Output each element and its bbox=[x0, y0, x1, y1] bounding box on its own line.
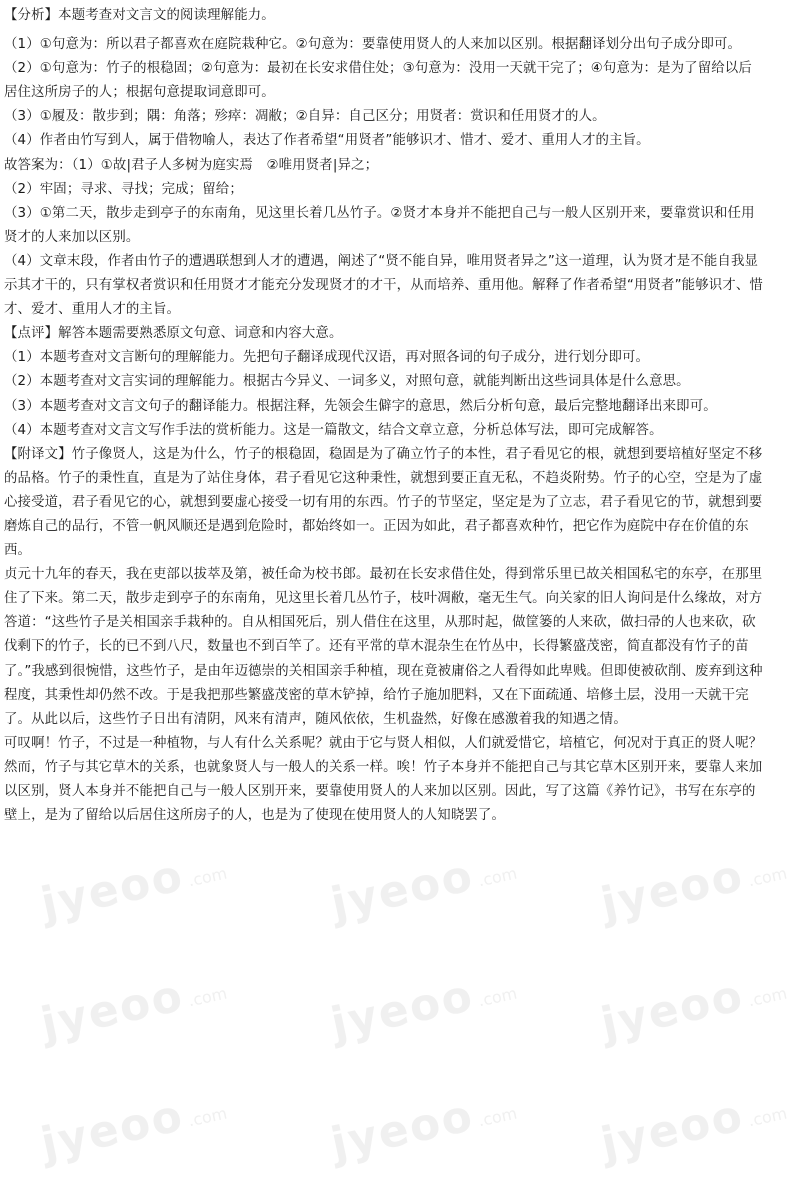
translation-section bbox=[4, 443, 764, 829]
watermark-text: jyeoo bbox=[36, 850, 189, 930]
watermark-mark bbox=[327, 1081, 521, 1170]
watermark-subtext: .com bbox=[746, 863, 789, 891]
watermark-text: jyeoo bbox=[326, 1090, 479, 1170]
watermark-subtext: .com bbox=[186, 1103, 229, 1131]
watermark-mark bbox=[597, 1081, 791, 1170]
watermark-mark bbox=[37, 961, 231, 1050]
watermark-mark bbox=[37, 1081, 231, 1170]
comment-point-3: （3）本题考查对文言文句子的翻译能力。根据注释，先领会生僻字的意思，然后分析句意，最后完整地翻译出来即可。 bbox=[4, 398, 717, 414]
watermark-subtext: .com bbox=[476, 1103, 519, 1131]
analysis-point-3: （3）①履及：散步到；隅：角落；殄瘁：凋敝；②自异：自己区分；用贤者：赏识和任用贤才的人。 bbox=[4, 109, 606, 125]
watermark-text: jyeoo bbox=[36, 970, 189, 1050]
translation-paragraph-1: 【附译文】竹子像贤人，这是为什么，竹子的根稳固，稳固是为了确立竹子的本性，君子看见它的根，就想到要培植好坚定不移的品格。竹子的秉性直，直是为了站住身体，君子看见它这种秉性，就想到要正直无私，不趋炎附势。竹子的心空，空是为了虚心接受道，君子看见它的心，就想到要虚心接受一切有用的东西。竹子的节坚定，坚定是为了立志，君子看见它的节，就想到要磨炼自己的品行，不管一帆风顺还是遇到危险时，都始终如一。正因为如此，君子都喜欢种竹，把它作为庭院中存在价值的东西。 bbox=[4, 446, 763, 559]
watermark-mark bbox=[37, 841, 231, 930]
watermark-subtext: .com bbox=[476, 863, 519, 891]
comment-section bbox=[4, 322, 764, 442]
watermark-text: jyeoo bbox=[36, 1090, 189, 1170]
watermark-text: jyeoo bbox=[326, 970, 479, 1050]
answer-line-1: 故答案为：（1）①故|君子人多树为庭实焉 ②唯用贤者|异之； bbox=[4, 157, 379, 173]
comment-point-4: （4）本题考查对文言文写作手法的赏析能力。这是一篇散文，结合文章立意，分析总体写法，即可完成解答。 bbox=[4, 422, 663, 438]
analysis-point-2: （2）①句意为：竹子的根稳固；②句意为：最初在长安求借住处；③句意为：没用一天就干完了；④句意为：是为了留给以后居住这所房子的人；根据句意提取词意即可。 bbox=[4, 61, 752, 101]
answer-line-3: （3）①第二天，散步走到亭子的东南角，见这里长着几丛竹子。②贤才本身并不能把自己与一般人区别开来，要靠赏识和任用贤才的人来加以区别。 bbox=[4, 205, 755, 245]
comment-heading-line: 【点评】解答本题需要熟悉原文句意、词意和内容大意。 bbox=[4, 326, 343, 342]
watermark-text: jyeoo bbox=[596, 1090, 749, 1170]
translation-paragraph-3: 可叹啊！竹子，不过是一种植物，与人有什么关系呢？就由于它与贤人相似，人们就爱惜它，培植它，何况对于真正的贤人呢？然而，竹子与其它草木的关系，也就象贤人与一般人的关系一样。唉！竹子本身并不能把自己与其它草木区别开来，要靠人来加以区别，贤人本身并不能把自己与一般人区别开来，要靠使用贤人的人来加以区别。因此，写了这篇《养竹记》，书写在东亭的壁上，是为了留给以后居住这所房子的人，也是为了使现在使用贤人的人知晓罢了。 bbox=[4, 735, 763, 824]
watermark-text: jyeoo bbox=[596, 850, 749, 930]
watermark-mark bbox=[597, 841, 791, 930]
watermark-text: jyeoo bbox=[596, 970, 749, 1050]
watermark-mark bbox=[327, 961, 521, 1050]
watermark-mark bbox=[327, 841, 521, 930]
watermark-subtext: .com bbox=[746, 983, 789, 1011]
watermark-subtext: .com bbox=[476, 983, 519, 1011]
analysis-section bbox=[4, 4, 764, 154]
watermark-subtext: .com bbox=[746, 1103, 789, 1131]
comment-point-1: （1）本题考查对文言断句的理解能力。先把句子翻译成现代汉语，再对照各词的句子成分，进行划分即可。 bbox=[4, 350, 650, 366]
watermark-subtext: .com bbox=[186, 983, 229, 1011]
answer-line-2: （2）牢固；寻求、寻找；完成；留给； bbox=[4, 181, 243, 197]
analysis-point-4: （4）作者由竹写到人，属于借物喻人，表达了作者希望“用贤者”能够识才、惜才、爱才、重用人才的主旨。 bbox=[4, 133, 650, 149]
analysis-point-1: （1）①句意为：所以君子都喜欢在庭院栽种它。②句意为：要靠使用贤人的人来加以区别。根据翻译划分出句子成分即可。 bbox=[4, 37, 742, 53]
comment-point-2: （2）本题考查对文言实词的理解能力。根据古今异义、一词多义，对照句意，就能判断出这些词具体是什么意思。 bbox=[4, 374, 690, 390]
analysis-heading-line: 【分析】本题考查对文言文的阅读理解能力。 bbox=[4, 8, 275, 23]
translation-paragraph-2: 贞元十九年的春天，我在吏部以拔萃及第，被任命为校书郎。最初在长安求借住处，得到常乐里已故关相国私宅的东亭，在那里住了下来。第二天，散步走到亭子的东南角，见这里长着几丛竹子，枝叶凋敝，毫无生气。向关家的旧人询问是什么缘故，对方答道：“这些竹子是关相国亲手栽种的。自从相国死后，别人借住在这里，从那时起，做筐篓的人来砍，做扫帚的人也来砍，砍伐剩下的竹子，长的已不到八尺，数量也不到百竿了。还有平常的草木混杂生在竹丛中，长得繁盛茂密，简直都没有竹子的苗了。”我感到很惋惜，这些竹子，是由年迈德崇的关相国亲手种植，现在竟被庸俗之人看得如此卑贱。但即使被砍削、废弃到这种程度，其秉性却仍然不改。于是我把那些繁盛茂密的草木铲掉，给竹子施加肥料，又在下面疏通、培修土层，没用一天就干完了。从此以后，这些竹子日出有清阴，风来有清声，随风依依，生机盎然，好像在感激着我的知遇之情。 bbox=[4, 567, 763, 727]
answer-line-4: （4）文章末段，作者由竹子的遭遇联想到人才的遭遇，阐述了“贤不能自异，唯用贤者异之”这一道理，认为贤才是不能自我显示其才干的，只有掌权者赏识和任用贤才才能充分发现贤才的才干，从而培养、重用他。解释了作者希望“用贤者”能够识才、惜才、爱才、重用人才的主旨。 bbox=[4, 253, 763, 318]
watermark-subtext: .com bbox=[186, 863, 229, 891]
watermark-text: jyeoo bbox=[326, 850, 479, 930]
watermark-mark bbox=[597, 961, 791, 1050]
answer-section bbox=[4, 154, 764, 323]
